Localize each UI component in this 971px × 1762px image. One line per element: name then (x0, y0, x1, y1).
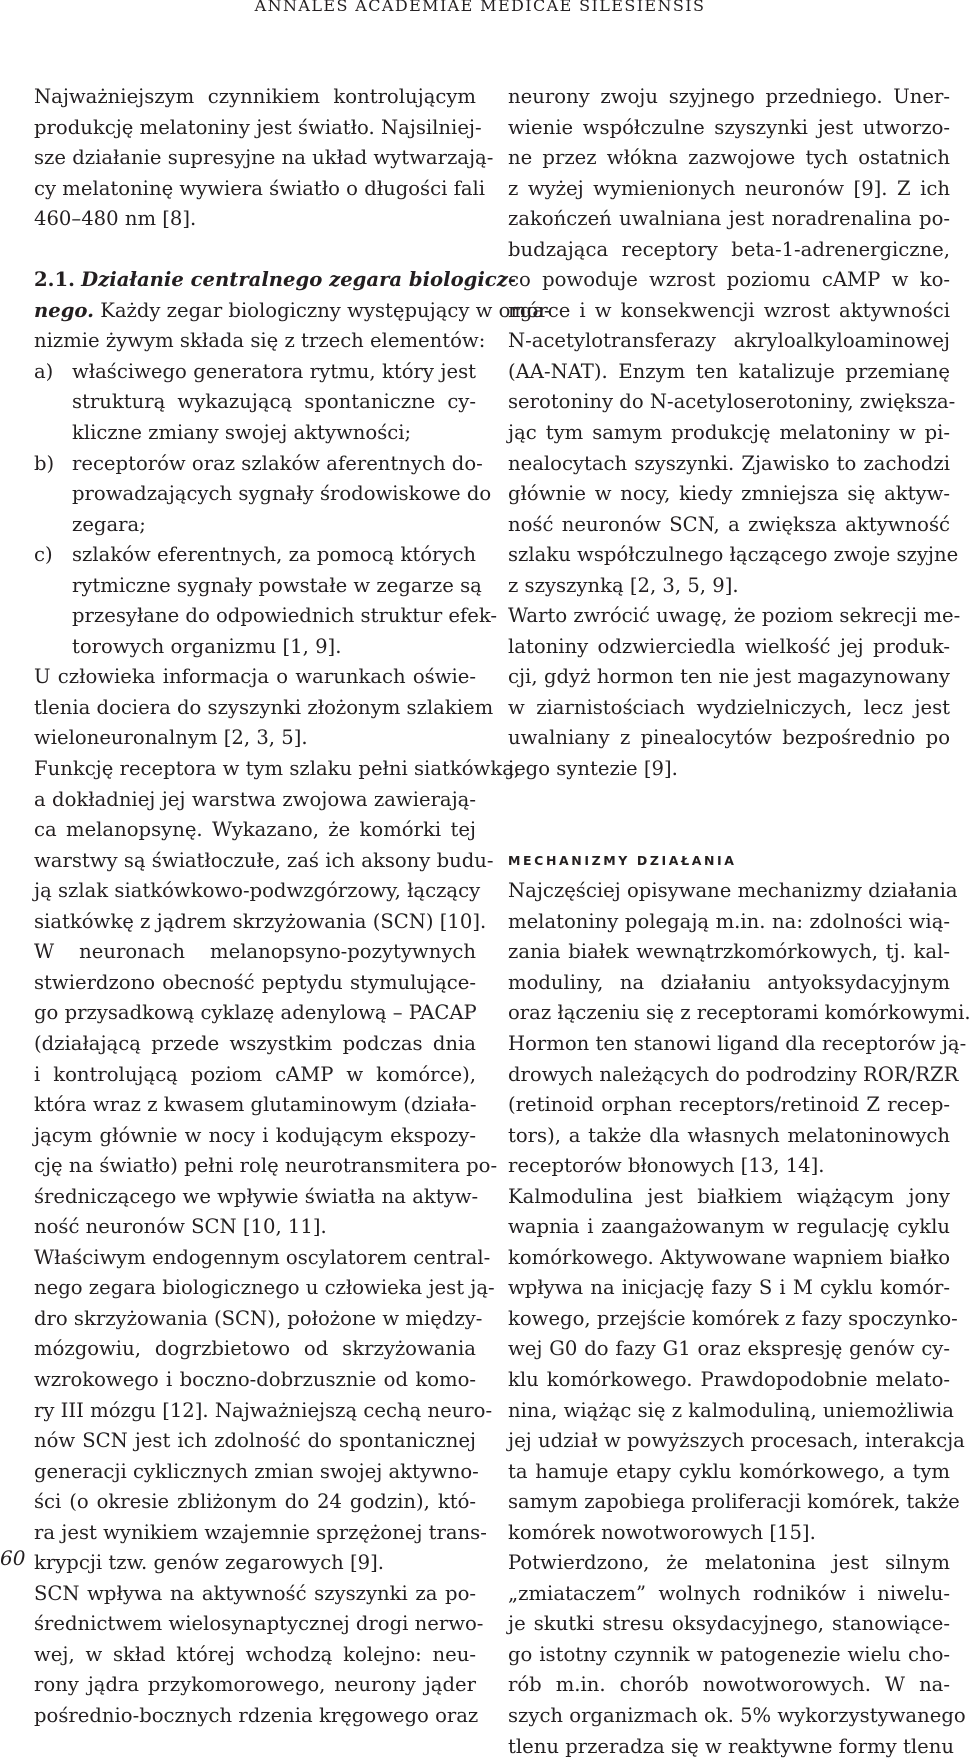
line-text: z wyżej wymienionych neuronów [9]. Z ich (508, 176, 950, 200)
text-line (508, 1670, 950, 1701)
line-text: nizmie żywym składa się z trzech elementów: (34, 329, 486, 353)
line-text: (AA-NAT). Enzym ten katalizuje przemianę (508, 359, 950, 383)
line-text: N-acetylotransferazy akryloalkyloaminowej (508, 329, 950, 353)
line-text: wapnia i zaangażowanym w regulację cyklu (508, 1215, 950, 1239)
text-line (34, 1701, 479, 1732)
text-line (34, 418, 476, 449)
text-line (508, 1212, 950, 1243)
text-line (508, 1579, 950, 1610)
text-line (508, 1334, 950, 1365)
line-text: zania białek wewnątrzkomórkowych, tj. kal- (508, 940, 950, 964)
line-text: szych organizmach ok. 5% wykorzystywanego (508, 1703, 966, 1727)
text-line (34, 143, 494, 174)
line-text: siatkówkę z jądrem skrzyżowania (SCN) [10]. (34, 909, 487, 933)
line-text: ność neuronów SCN, a zwiększa aktywność (508, 512, 950, 536)
line-text: receptorów błonowych [13, 14]. (508, 1154, 825, 1178)
line-text: komórkowego. Aktywowane wapniem białko (508, 1245, 950, 1269)
line-text: rytmiczne sygnały powstałe w zegarze są (72, 573, 482, 597)
text-line (34, 785, 476, 816)
blank-line (508, 815, 950, 846)
subsection-title: Działanie centralnego zegara biologicz- (81, 268, 516, 292)
line-text: wieloneuronalnym [2, 3, 5]. (34, 726, 308, 750)
line-text: a dokładniej jej warstwa zwojowa zawierają- (34, 787, 476, 811)
subsection-number: 2.1. (34, 268, 75, 292)
text-line (508, 296, 950, 327)
line-text: 460–480 nm [8]. (34, 207, 197, 231)
line-text: klu komórkowego. Prawdopodobnie melato- (508, 1367, 950, 1391)
text-line (508, 143, 950, 174)
line-text: co powoduje wzrost poziomu cAMP w ko- (508, 268, 950, 292)
list-item-line (34, 540, 476, 571)
line-text: kliczne zmiany swojej aktywności; (72, 421, 412, 445)
line-text: ra jest wynikiem wzajemnie sprzężonej trans- (34, 1520, 487, 1544)
section-heading: MECHANIZMY DZIAŁANIA (508, 852, 737, 868)
text-line (34, 113, 482, 144)
line-text: kowego, przejście komórek z fazy spoczynko- (508, 1306, 958, 1330)
line-text: torowych organizmu [1, 9]. (72, 634, 342, 658)
text-line (34, 846, 494, 877)
list-item-label: a) (34, 359, 54, 383)
line-text: wienie współczulne szyszynki jest utworzo- (508, 115, 950, 139)
text-line (34, 571, 482, 602)
line-text: mórce i w konsekwencji wzrost aktywności (508, 298, 950, 322)
line-text: wpływa na inicjację fazy S i M cyklu komór- (508, 1276, 950, 1300)
text-line (508, 1243, 950, 1274)
line-text: nów SCN jest ich zdolność do spontanicznej (34, 1429, 476, 1453)
text-line (508, 693, 950, 724)
text-line (34, 1182, 479, 1213)
line-text: ca melanopsynę. Wykazano, że komórki tej (34, 818, 476, 842)
text-line (508, 1396, 954, 1427)
text-line (34, 1243, 491, 1274)
text-line (34, 1579, 476, 1610)
line-text: budzająca receptory beta-1-adrenergiczne, (508, 237, 950, 261)
line-text: tors), a także dla własnych melatoninowych (508, 1123, 950, 1147)
text-line (508, 265, 950, 296)
text-line (34, 387, 476, 418)
line-text: Hormon ten stanowi ligand dla receptorów ją- (508, 1031, 967, 1055)
line-text: dro skrzyżowania (SCN), położone w między- (34, 1306, 483, 1330)
list-item-label: c) (34, 543, 53, 567)
text-line (508, 82, 950, 113)
text-line (508, 540, 959, 571)
line-text: szlaku współczulnego łączącego zwoje szyjne (508, 543, 959, 567)
text-line (34, 937, 476, 968)
blank-line (34, 235, 476, 266)
line-text: nealocytach szyszynki. Zjawisko to zachodzi (508, 451, 950, 475)
line-text: Każdy zegar biologiczny występujący w orga- (93, 298, 551, 322)
line-text: pośrednio-bocznych rdzenia kręgowego oraz (34, 1703, 479, 1727)
text-line (508, 1732, 954, 1762)
blank-line (508, 785, 950, 816)
line-text: je skutki stresu oksydacyjnego, stanowiące- (508, 1612, 950, 1636)
line-text: cję na światło) pełni rolę neurotransmitera po- (34, 1154, 498, 1178)
text-line (34, 693, 494, 724)
text-line (508, 1365, 950, 1396)
text-line (34, 510, 476, 541)
line-text: Najważniejszym czynnikiem kontrolującym (34, 85, 476, 108)
line-text: szlaków eferentnych, za pomocą których (72, 543, 477, 567)
text-line (34, 815, 476, 846)
list-item-line (34, 449, 483, 480)
line-text: tlenia dociera do szyszynki złożonym szlakiem (34, 695, 494, 719)
text-line (508, 1273, 950, 1304)
text-line (508, 662, 950, 693)
line-text: ry III mózgu [12]. Najważniejszą cechą neuro- (34, 1398, 493, 1422)
line-text: Warto zwrócić uwagę, że poziom sekrecji me- (508, 604, 961, 628)
line-text: melatoniny polegają m.in. na: zdolności wią- (508, 909, 950, 933)
line-text: Najczęściej opisywane mechanizmy działania (508, 879, 958, 903)
line-text: mózgowiu, dogrzbietowo od skrzyżowania (34, 1337, 476, 1361)
line-text: strukturą wykazującą spontaniczne cy- (72, 390, 476, 414)
text-line (34, 1334, 476, 1365)
text-line (508, 571, 950, 602)
text-line (508, 1548, 950, 1579)
line-text: która wraz z kwasem glutaminowym (działa- (34, 1093, 477, 1117)
line-text: zegara; (72, 512, 146, 536)
line-text: ność neuronów SCN [10, 11]. (34, 1215, 327, 1239)
text-line (34, 998, 476, 1029)
text-line (508, 1304, 958, 1335)
line-text: głównie w nocy, kiedy zmniejsza się aktyw- (508, 482, 950, 506)
text-line (34, 1090, 476, 1121)
text-line (34, 1487, 476, 1518)
line-text: moduliny, na działaniu antyoksydacyjnym (508, 970, 950, 994)
text-line (508, 1090, 950, 1121)
text-line (508, 723, 950, 754)
text-line (508, 235, 950, 266)
line-text: nego zegara biologicznego u człowieka jest ją- (34, 1276, 495, 1300)
text-line (508, 204, 950, 235)
line-text: serotoniny do N-acetyloserotoniny, zwiększa- (508, 390, 956, 414)
subsection-heading-line (34, 296, 551, 327)
text-line (34, 1151, 498, 1182)
line-text: średnictwem wielosynaptycznej drogi nerwo- (34, 1612, 484, 1636)
line-text: U człowieka informacja o warunkach oświe- (34, 665, 476, 689)
line-text: rób m.in. chorób nowotworowych. W na- (508, 1673, 950, 1697)
subsection-heading-line (34, 265, 516, 296)
text-line (508, 1426, 965, 1457)
left-text-column (34, 82, 551, 1732)
text-line (34, 876, 481, 907)
line-text: drowych należących do podrodziny ROR/RZR (508, 1062, 959, 1086)
running-head: ANNALES ACADEMIAE MEDICAE SILESIENSIS (254, 0, 706, 15)
text-line (34, 601, 498, 632)
line-text: (działającą przede wszystkim podczas dnia (34, 1031, 476, 1055)
line-text: samym zapobiega proliferacji komórek, także (508, 1490, 960, 1514)
line-text: latoniny odzwierciedla wielkość jej produk- (508, 634, 950, 658)
line-text: rony jądra przykomorowego, neurony jąder (34, 1673, 476, 1697)
line-text: Funkcję receptora w tym szlaku pełni siatkówka, (34, 757, 521, 781)
line-text: przesyłane do odpowiednich struktur efek- (72, 604, 498, 628)
subsection-title: nego. (34, 298, 94, 322)
line-text: zakończeń uwalniana jest noradrenalina po- (508, 207, 950, 231)
text-line (508, 601, 961, 632)
line-text: komórek nowotworowych [15]. (508, 1520, 816, 1544)
text-line (34, 968, 476, 999)
text-line (508, 1060, 959, 1091)
line-text: uwalniany z pinealocytów bezpośrednio po (508, 726, 950, 750)
text-line (34, 82, 476, 113)
text-line (34, 1457, 479, 1488)
line-text: generacji cyklicznych zmian swojej aktywno- (34, 1459, 479, 1483)
line-text: wej G0 do fazy G1 oraz ekspresję genów cy- (508, 1337, 950, 1361)
line-text: cji, gdyż hormon ten nie jest magazynowany (508, 665, 950, 689)
line-text: cy melatoninę wywiera światło o długości fali (34, 176, 486, 200)
text-line (508, 968, 950, 999)
text-line (508, 1518, 950, 1549)
line-text: go przysadkową cyklazę adenylową – PACAP (34, 1001, 477, 1025)
text-line (508, 632, 950, 663)
line-text: jej udział w powyższych procesach, interakcja (508, 1429, 965, 1453)
text-line (508, 1121, 950, 1152)
line-text: ne przez włókna zazwojowe tych ostatnich (508, 146, 950, 170)
text-line (34, 204, 476, 235)
text-line (508, 1487, 960, 1518)
text-line (34, 1212, 476, 1243)
line-text: średniczącego we wpływie światła na aktyw- (34, 1184, 479, 1208)
text-line (508, 754, 950, 785)
text-line (34, 723, 476, 754)
text-line (508, 418, 950, 449)
text-line (508, 907, 950, 938)
line-text: krypcji tzw. genów zegarowych [9]. (34, 1551, 384, 1575)
list-item-label: b) (34, 451, 55, 475)
line-text: i kontrolującą poziom cAMP w komórce), (34, 1062, 476, 1086)
text-line (508, 1151, 950, 1182)
text-line (34, 1640, 476, 1671)
text-line (508, 1182, 950, 1213)
line-text: stwierdzono obecność peptydu stymulujące- (34, 970, 476, 994)
text-line (508, 479, 950, 510)
text-line (34, 632, 476, 663)
line-text: produkcję melatoniny jest światło. Najsilniej- (34, 115, 482, 139)
text-line (34, 1670, 476, 1701)
text-line (508, 326, 950, 357)
text-line (34, 1121, 476, 1152)
line-text: z szyszynką [2, 3, 5, 9]. (508, 573, 739, 597)
line-text: Potwierdzono, że melatonina jest silnym (508, 1551, 950, 1575)
text-line (34, 1548, 476, 1579)
line-text: wej, w skład której wchodzą kolejno: neu- (34, 1642, 476, 1666)
text-line (34, 1273, 495, 1304)
text-line (508, 113, 950, 144)
line-text: w ziarnistościach wydzielniczych, lecz jest (508, 695, 950, 719)
text-line (34, 1426, 476, 1457)
line-text: prowadzających sygnały środowiskowe do (72, 482, 492, 506)
line-text: jego syntezie [9]. (508, 757, 678, 781)
text-line (508, 876, 958, 907)
line-text: „zmiataczem” wolnych rodników i niwelu- (508, 1581, 950, 1605)
line-text: Kalmodulina jest białkiem wiążącym jony (508, 1184, 950, 1208)
line-text: wzrokowego i boczno-dobrzusznie od komo- (34, 1367, 476, 1391)
text-line (508, 998, 971, 1029)
line-text: (retinoid orphan receptors/retinoid Z recep- (508, 1093, 950, 1117)
list-item-line (34, 357, 476, 388)
line-text: W neuronach melanopsyno-pozytywnych (34, 940, 476, 964)
text-line (508, 174, 950, 205)
text-line (34, 174, 486, 205)
line-text: nina, wiążąc się z kalmoduliną, uniemożliwia (508, 1398, 954, 1422)
line-text: Właściwym endogennym oscylatorem central- (34, 1245, 491, 1269)
text-line (508, 449, 950, 480)
line-text: warstwy są światłoczułe, zaś ich aksony budu- (34, 848, 494, 872)
line-text: receptorów oraz szlaków aferentnych do- (72, 451, 483, 475)
text-line (508, 1640, 950, 1671)
line-text: właściwego generatora rytmu, który jest (72, 359, 476, 383)
text-line (508, 510, 950, 541)
right-text-column (508, 82, 971, 1762)
text-line (508, 937, 950, 968)
text-line (34, 326, 486, 357)
text-line (34, 907, 487, 938)
line-text: jącym głównie w nocy i kodującym ekspozy- (34, 1123, 476, 1147)
text-line (34, 754, 521, 785)
line-text: go istotny czynnik w patogenezie wielu cho- (508, 1642, 950, 1666)
text-line (34, 662, 476, 693)
line-text: oraz łączeniu się z receptorami komórkowymi. (508, 1001, 971, 1025)
text-line (508, 1457, 950, 1488)
text-line (34, 1365, 476, 1396)
line-text: tlenu przeradza się w reaktywne formy tlenu (508, 1734, 954, 1758)
text-line (508, 387, 956, 418)
line-text: neurony zwoju szyjnego przedniego. Uner- (508, 85, 950, 108)
text-line (34, 1304, 483, 1335)
page-number: 60 (0, 1546, 26, 1570)
text-line (34, 1518, 487, 1549)
text-line (508, 1701, 966, 1732)
line-text: SCN wpływa na aktywność szyszynki za po- (34, 1581, 476, 1605)
line-text: jąc tym samym produkcję melatoniny w pi- (508, 421, 950, 445)
text-line (34, 1029, 476, 1060)
line-text: ta hamuje etapy cyklu komórkowego, a tym (508, 1459, 950, 1483)
text-line (34, 1060, 476, 1091)
text-line (508, 357, 950, 388)
text-line (508, 1609, 950, 1640)
line-text: ści (o okresie zbliżonym do 24 godzin), któ- (34, 1490, 476, 1514)
line-text: sze działanie supresyjne na układ wytwarzają- (34, 146, 494, 170)
line-text: ją szlak siatkówkowo-podwzgórzowy, łączący (34, 879, 481, 903)
text-line (34, 479, 492, 510)
text-line (508, 1029, 967, 1060)
text-line (34, 1609, 484, 1640)
text-line (34, 1396, 493, 1427)
